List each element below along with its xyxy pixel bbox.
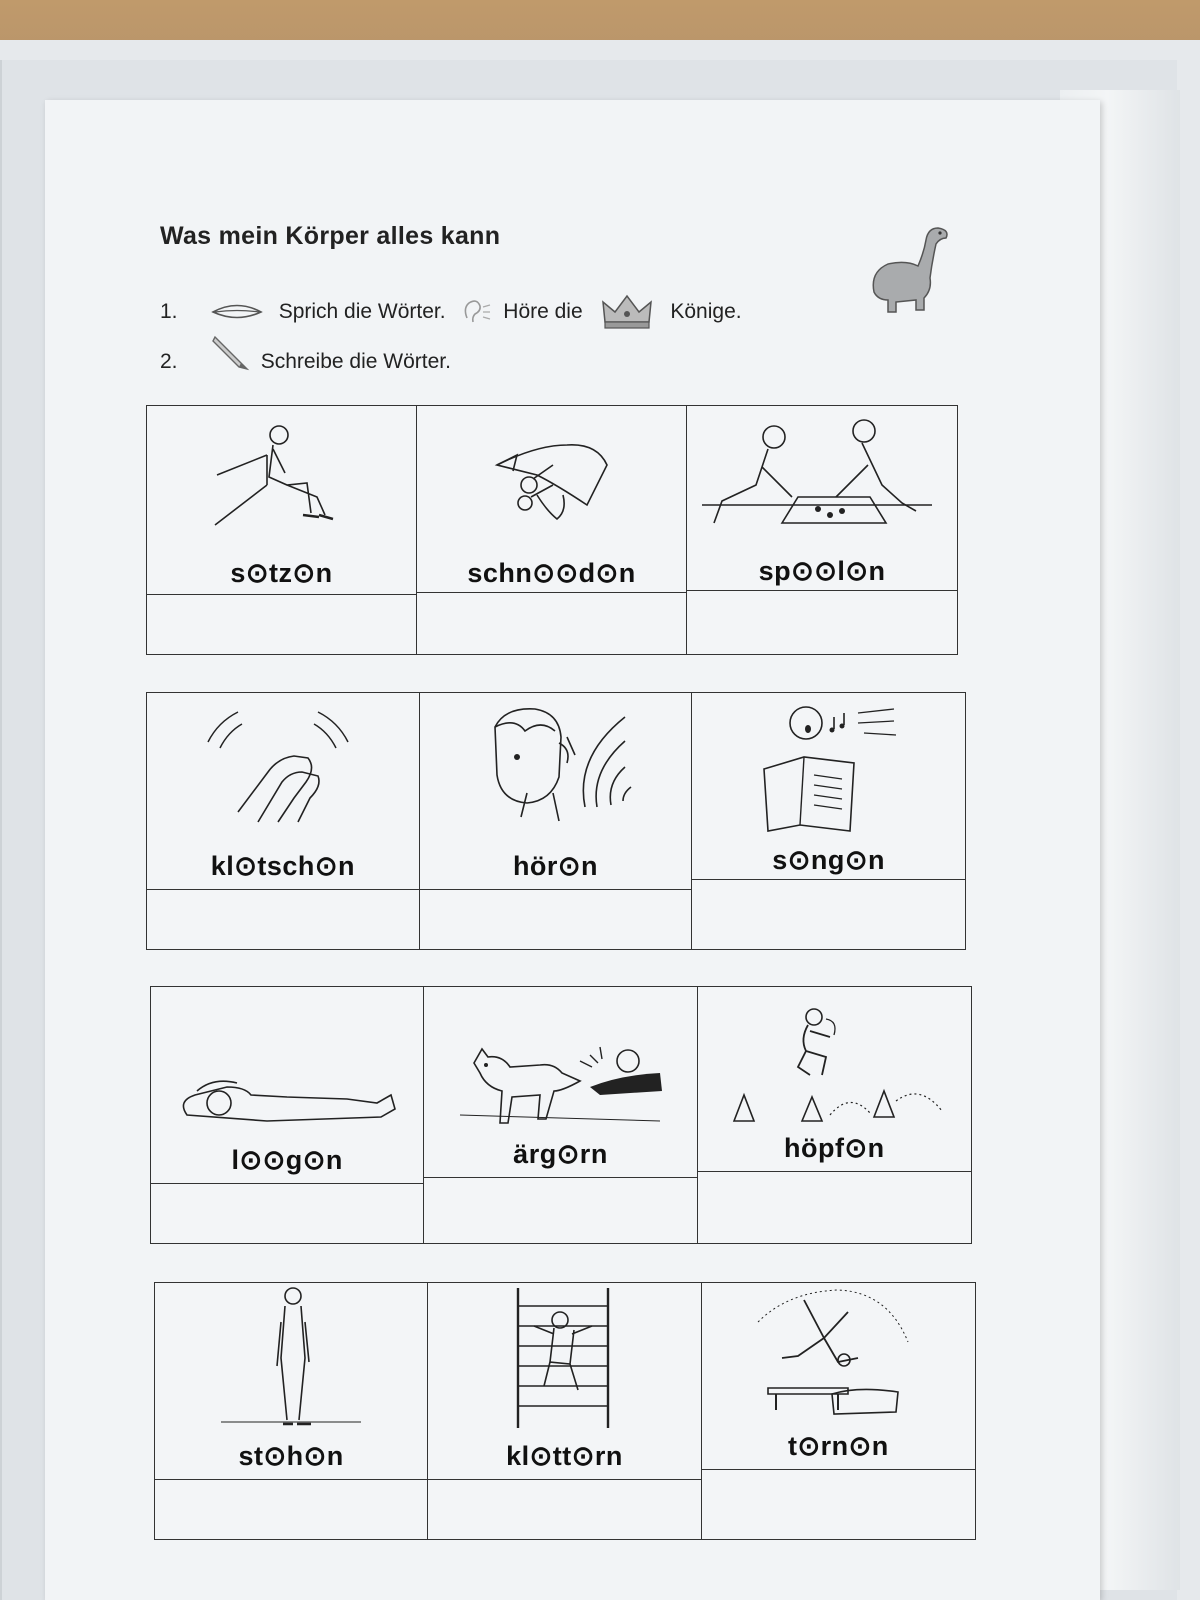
person-lying-icon: [167, 991, 407, 1131]
word-card: [687, 406, 957, 654]
boy-jumping-cones-icon: [714, 991, 954, 1131]
word-grid-row-1: [146, 405, 958, 655]
word-card: [147, 693, 420, 949]
gymnast-on-bench-icon: [748, 1282, 928, 1432]
board-game-icon: [702, 415, 942, 545]
word-label: kl⊙tt⊙rn: [506, 1441, 623, 1471]
ear-icon: [459, 298, 491, 326]
picture-playing: [687, 406, 957, 554]
word-label: sp⊙⊙l⊙n: [758, 556, 886, 586]
word-card: [417, 406, 687, 654]
picture-singing: [692, 693, 965, 841]
word-card: [151, 987, 424, 1243]
picture-cutting: [417, 406, 686, 554]
writing-line[interactable]: [687, 590, 957, 591]
writing-line[interactable]: [698, 1171, 971, 1172]
writing-line[interactable]: [155, 1479, 427, 1480]
writing-line[interactable]: [151, 1183, 423, 1184]
word-label: ärg⊙rn: [513, 1139, 608, 1169]
picture-sitting: [147, 406, 416, 554]
task-2-text: Schreibe die Wörter.: [260, 350, 451, 373]
person-singing-icon: [744, 697, 914, 837]
dog-and-boy-icon: [450, 991, 670, 1131]
word-label: l⊙⊙g⊙n: [231, 1145, 343, 1175]
word-label: höpf⊙n: [784, 1133, 885, 1163]
word-grid-row-2: [146, 692, 966, 950]
word-card: [424, 987, 697, 1243]
dinosaur-icon: [866, 222, 956, 317]
word-card: [692, 693, 965, 949]
word-label: s⊙ng⊙n: [772, 845, 886, 875]
writing-line[interactable]: [420, 889, 692, 890]
writing-line[interactable]: [147, 889, 419, 890]
word-card: [155, 1283, 428, 1539]
task-1-text-b: Höre die: [503, 299, 583, 323]
word-label: hör⊙n: [512, 851, 599, 881]
cutting-paper-icon: [477, 415, 627, 545]
writing-line[interactable]: [424, 1177, 696, 1178]
picture-gymnastics: [702, 1283, 975, 1431]
word-label: st⊙h⊙n: [238, 1441, 344, 1471]
picture-listening: [420, 693, 692, 841]
task-1-number: 1.: [160, 299, 178, 323]
writing-line[interactable]: [417, 592, 686, 593]
crown-icon: [599, 292, 655, 332]
word-card: [420, 693, 693, 949]
task-2-number: 2.: [160, 350, 178, 373]
word-label: t⊙rn⊙n: [787, 1431, 889, 1461]
worksheet-title: Was mein Körper alles kann: [160, 222, 501, 250]
picture-hopping: [698, 987, 971, 1135]
word-grid-row-4: [154, 1282, 976, 1540]
word-card: [698, 987, 971, 1243]
picture-standing: [155, 1283, 427, 1431]
mouth-icon: [211, 301, 263, 323]
word-card: [702, 1283, 975, 1539]
hands-clapping-icon: [198, 702, 368, 832]
task-1-text-a: Sprich die Wörter.: [278, 299, 446, 323]
writing-line[interactable]: [147, 594, 416, 595]
task-2: [160, 350, 451, 374]
word-card: [147, 406, 417, 654]
word-label: s⊙tz⊙n: [230, 558, 333, 588]
writing-line[interactable]: [702, 1469, 975, 1470]
pencil-icon: [211, 333, 251, 373]
task-1-text-c: Könige.: [670, 299, 742, 323]
word-grid-row-3: [150, 986, 972, 1244]
writing-line[interactable]: [692, 879, 965, 880]
picture-clapping: [147, 693, 419, 841]
task-1: [160, 292, 742, 332]
climbing-wall-bars-icon: [504, 1282, 624, 1432]
person-standing-icon: [221, 1282, 361, 1432]
boy-listening-icon: [455, 697, 655, 837]
word-label: kl⊙tsch⊙n: [210, 851, 355, 881]
writing-line[interactable]: [428, 1479, 700, 1480]
picture-climbing: [428, 1283, 700, 1431]
person-sitting-icon: [207, 415, 357, 545]
picture-annoy: [424, 987, 696, 1135]
word-card: [428, 1283, 701, 1539]
picture-lying: [151, 987, 423, 1135]
word-label: schn⊙⊙d⊙n: [467, 558, 636, 588]
